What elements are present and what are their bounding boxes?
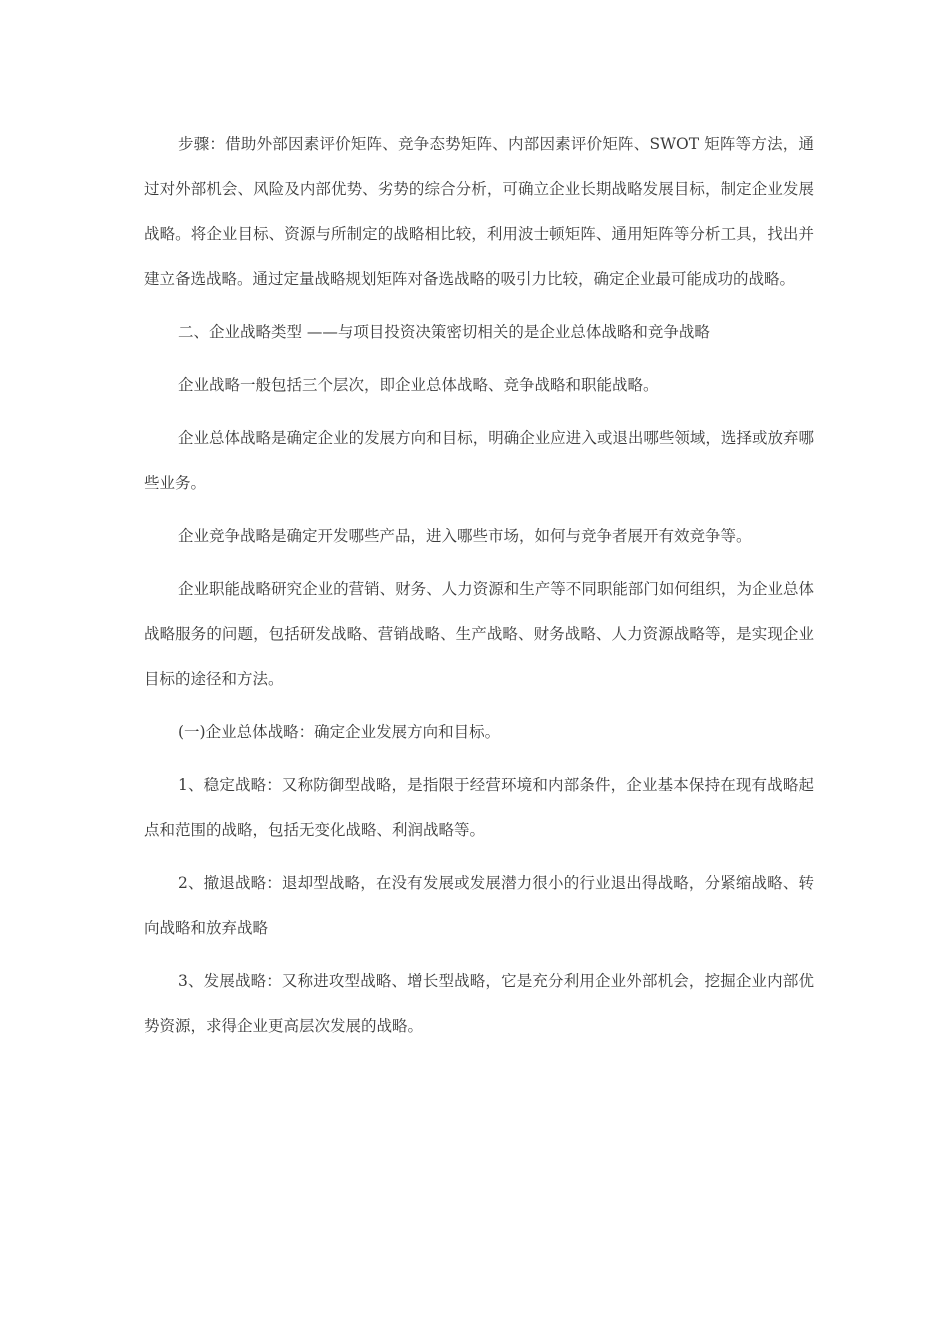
subheading-overall-strategy: (一)企业总体战略：确定企业发展方向和目标。 — [178, 723, 501, 741]
paragraph-overall-strategy: 企业总体战略是确定企业的发展方向和目标，明确企业应进入或退出哪些领域，选择或放弃哪些业务。 — [144, 429, 814, 492]
section-heading-strategy-types: 二、企业战略类型 ——与项目投资决策密切相关的是企业总体战略和竞争战略 — [178, 323, 710, 341]
list-item-retreat-strategy: 2、撤退战略：退却型战略，在没有发展或发展潜力很小的行业退出得战略，分紧缩战略、转向战略和放弃战略 — [144, 874, 814, 937]
list-item-stable-strategy: 1、稳定战略：又称防御型战略，是指限于经营环境和内部条件，企业基本保持在现有战略起点和范围的战略，包括无变化战略、利润战略等。 — [144, 776, 814, 839]
paragraph-strategy-levels: 企业战略一般包括三个层次，即企业总体战略、竞争战略和职能战略。 — [178, 376, 659, 394]
paragraph-competitive-strategy: 企业竞争战略是确定开发哪些产品，进入哪些市场，如何与竞争者展开有效竞争等。 — [178, 527, 752, 545]
paragraph-functional-strategy: 企业职能战略研究企业的营销、财务、人力资源和生产等不同职能部门如何组织，为企业总体战略服务的问题，包括研发战略、营销战略、生产战略、财务战略、人力资源战略等，是实现企业目标的途径和方法。 — [144, 580, 814, 688]
paragraph-steps: 步骤：借助外部因素评价矩阵、竞争态势矩阵、内部因素评价矩阵、SWOT 矩阵等方法，通过对外部机会、风险及内部优势、劣势的综合分析，可确立企业长期战略发展目标，制定企业发展战略。将企业目标、资源与所制定的战略相比较，利用波士顿矩阵、通用矩阵等分析工具，找出并建立备选战略。通过定量战略规划矩阵对备选战略的吸引力比较，确定企业最可能成功的战略。 — [144, 135, 814, 288]
document-page — [144, 122, 814, 1057]
list-item-growth-strategy: 3、发展战略：又称进攻型战略、增长型战略，它是充分利用企业外部机会，挖掘企业内部优势资源，求得企业更高层次发展的战略。 — [144, 972, 814, 1035]
